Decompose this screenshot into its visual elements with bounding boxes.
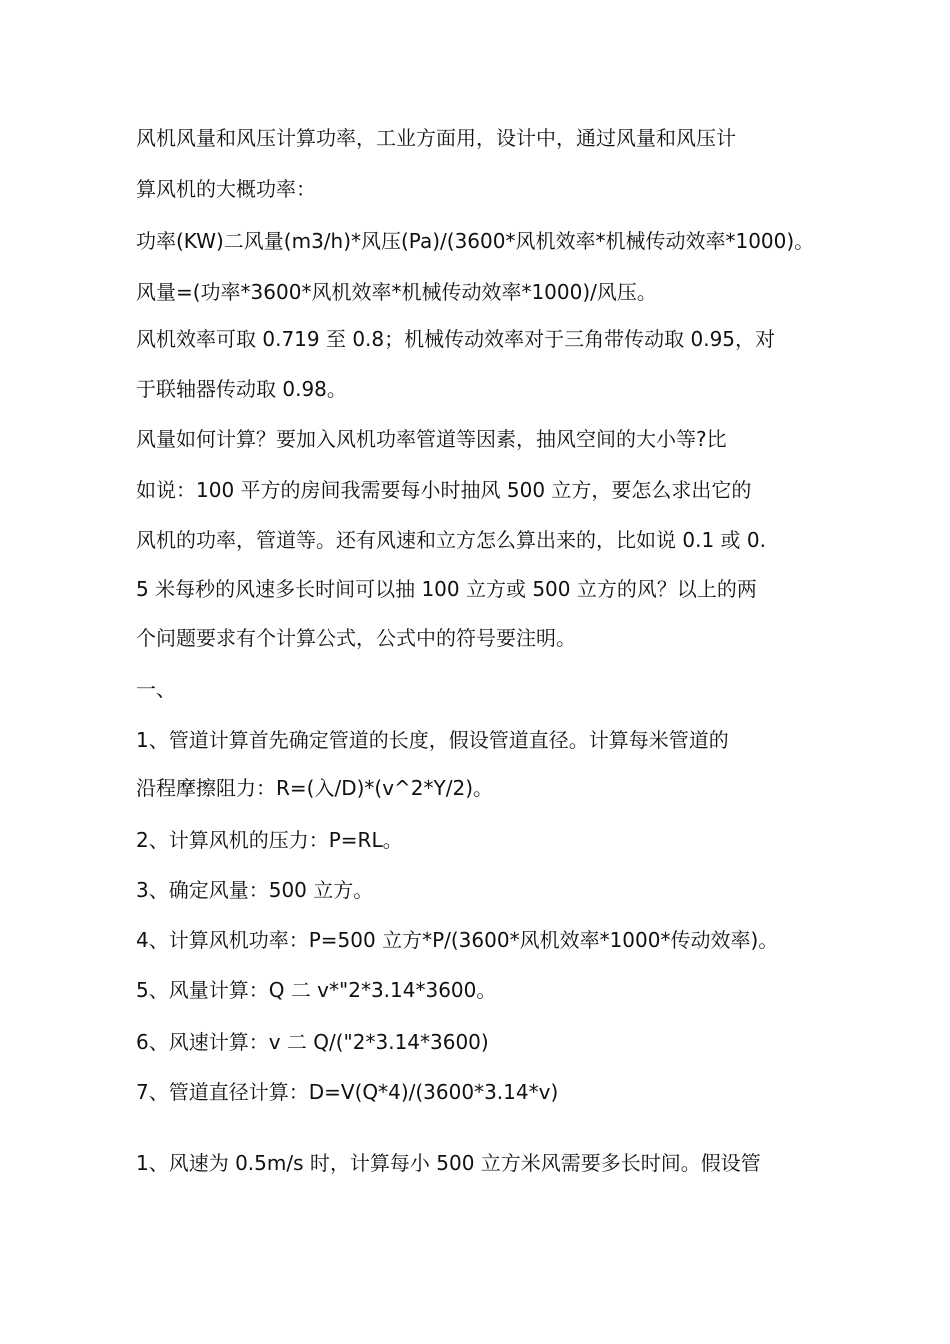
paragraph-line: 功率(KW)二风量(m3/h)*风压(Pa)/(3600*风机效率*机械传动效率*1000)。 (136, 229, 815, 253)
list-item: 5、风量计算：Q 二 v*"2*3.14*3600。 (136, 978, 497, 1002)
list-item: 3、确定风量：500 立方。 (136, 878, 374, 902)
section-heading: 一、 (136, 677, 176, 701)
paragraph-line: 于联轴器传动取 0.98。 (136, 377, 347, 401)
paragraph-line: 风机风量和风压计算功率，工业方面用，设计中，通过风量和风压计 (136, 126, 736, 150)
paragraph-line: 风机的功率，管道等。还有风速和立方怎么算出来的，比如说 0.1 或 0. (136, 528, 766, 552)
paragraph-line: 5 米每秒的风速多长时间可以抽 100 立方或 500 立方的风？以上的两 (136, 577, 757, 601)
list-item: 1、风速为 0.5m/s 时，计算每小 500 立方米风需要多长时间。假设管 (136, 1151, 761, 1175)
paragraph-line: 风机效率可取 0.719 至 0.8；机械传动效率对于三角带传动取 0.95，对 (136, 327, 776, 351)
list-item: 7、管道直径计算：D=V(Q*4)/(3600*3.14*v) (136, 1080, 559, 1104)
list-item-continuation: 沿程摩擦阻力：R=(入/D)*(v^2*Y/2)。 (136, 776, 494, 800)
paragraph-line: 个问题要求有个计算公式，公式中的符号要注明。 (136, 626, 576, 650)
paragraph-line: 算风机的大概功率： (136, 177, 316, 201)
list-item: 6、风速计算：v 二 Q/("2*3.14*3600) (136, 1030, 489, 1054)
list-item: 4、计算风机功率：P=500 立方*P/(3600*风机效率*1000*传动效率)。 (136, 928, 779, 952)
paragraph-line: 如说：100 平方的房间我需要每小时抽风 500 立方，要怎么求出它的 (136, 478, 752, 502)
paragraph-line: 风量如何计算？要加入风机功率管道等因素，抽风空间的大小等?比 (136, 427, 727, 451)
list-item: 2、计算风机的压力：P=RL。 (136, 828, 403, 852)
paragraph-line: 风量=(功率*3600*风机效率*机械传动效率*1000)/风压。 (136, 280, 657, 304)
list-item: 1、管道计算首先确定管道的长度，假设管道直径。计算每米管道的 (136, 728, 729, 752)
